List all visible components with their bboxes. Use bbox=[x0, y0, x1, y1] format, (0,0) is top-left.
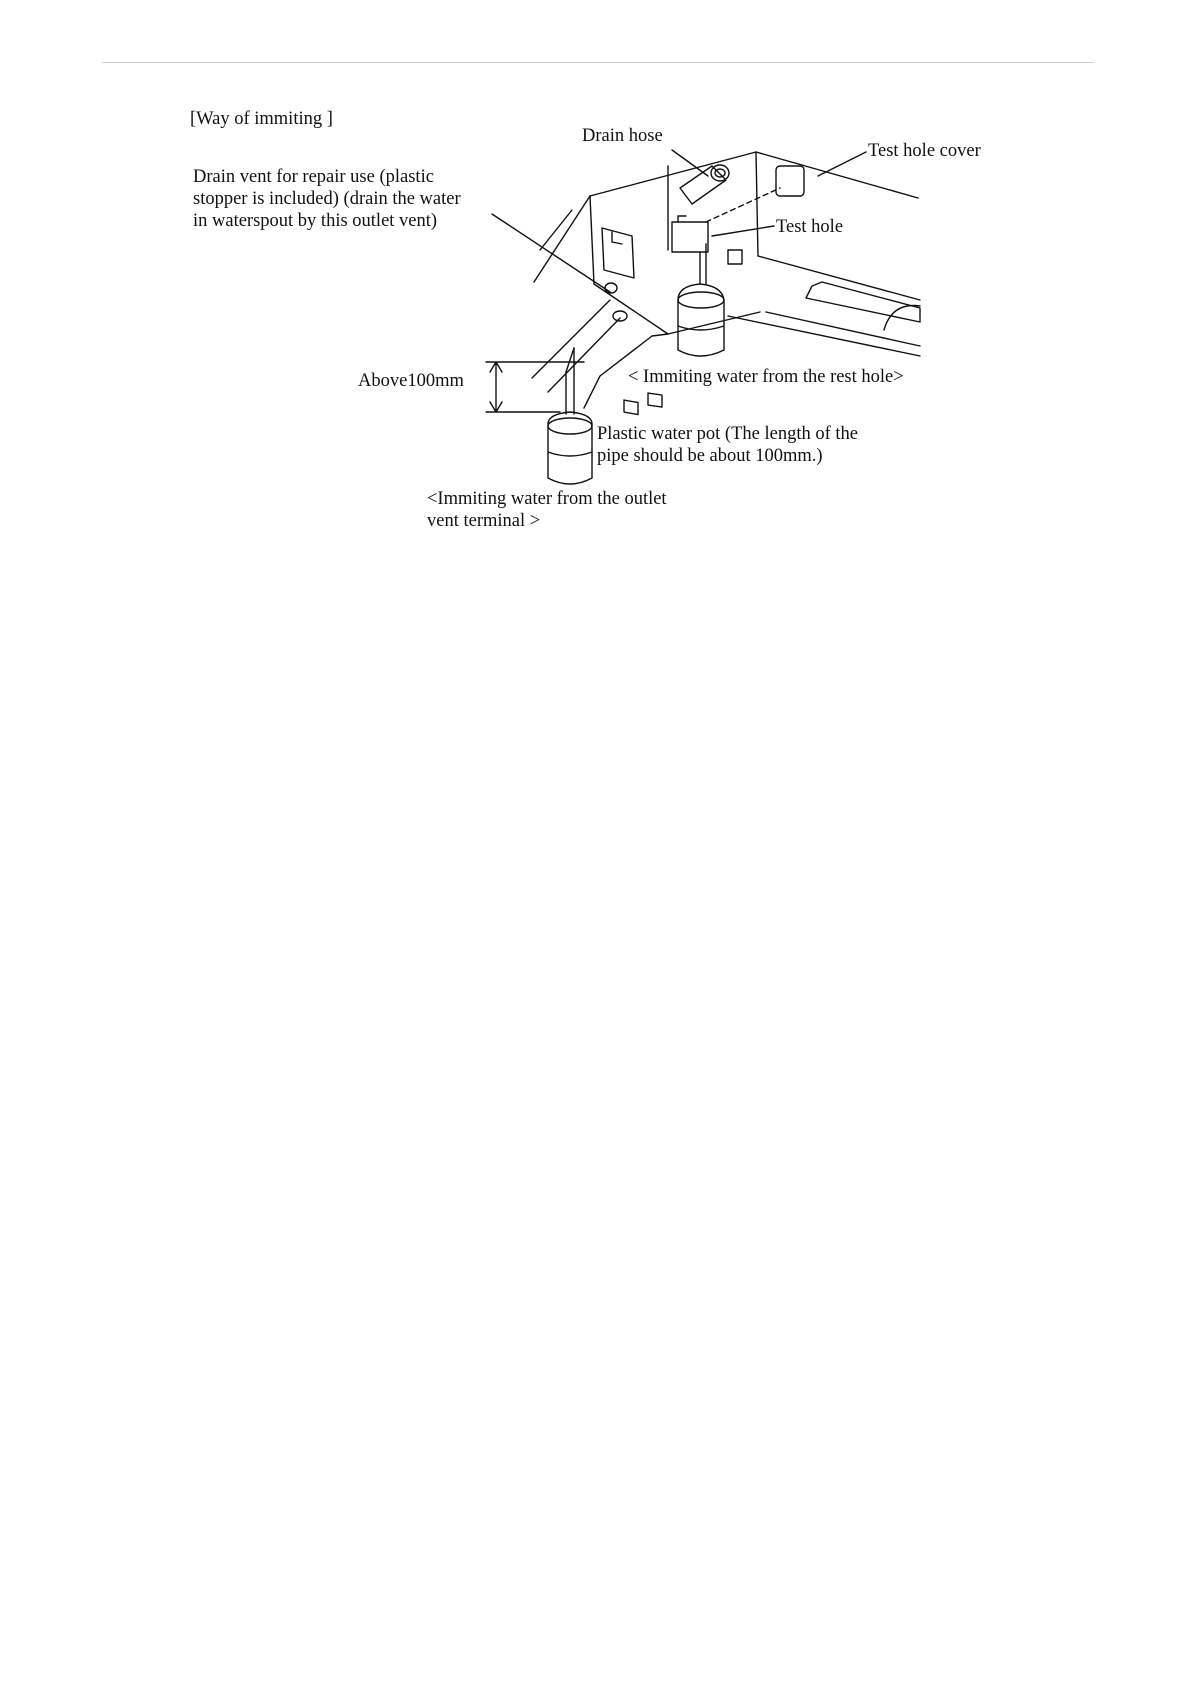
label-drain-vent bbox=[193, 166, 461, 232]
caption-rest-hole: < Immiting water from the rest hole> bbox=[628, 367, 904, 387]
square-3 bbox=[728, 250, 742, 264]
frame-lower-1 bbox=[532, 300, 610, 378]
caption-outlet-line: <Immiting water from the outlet bbox=[427, 489, 667, 509]
label-water-pot bbox=[597, 423, 858, 467]
bracket-hook bbox=[612, 232, 622, 244]
unit-vertical-front-edge bbox=[590, 196, 668, 334]
section-title: [Way of immiting ] bbox=[190, 109, 333, 129]
drain-hose-end bbox=[711, 165, 729, 181]
immiting-diagram bbox=[0, 0, 1191, 560]
frame-lower-4 bbox=[652, 312, 760, 336]
drain-vent-port-2 bbox=[613, 311, 627, 321]
louver bbox=[806, 282, 920, 322]
pot-lower bbox=[548, 412, 592, 484]
label-test-hole-cover: Test hole cover bbox=[868, 141, 981, 161]
unit-panel-vertical bbox=[756, 152, 758, 256]
label-drain-hose: Drain hose bbox=[582, 126, 663, 146]
label-water-pot-line: Plastic water pot (The length of the bbox=[597, 424, 858, 444]
square-1 bbox=[624, 400, 638, 414]
dashed-guide bbox=[706, 188, 780, 222]
drain-vent-port bbox=[605, 283, 617, 293]
label-drain-vent-line: Drain vent for repair use (plastic bbox=[193, 167, 434, 187]
label-test-hole: Test hole bbox=[776, 217, 844, 237]
caption-outlet bbox=[427, 488, 667, 532]
label-water-pot-line: pipe should be about 100mm.) bbox=[597, 446, 823, 466]
unit-inner-right bbox=[758, 256, 920, 300]
label-above-distance: Above100mm bbox=[358, 371, 464, 391]
frame-lower-2 bbox=[548, 318, 620, 392]
test-hole-cover bbox=[776, 166, 804, 196]
leader-test-hole bbox=[712, 226, 774, 236]
unit-inner-bottom bbox=[728, 316, 920, 356]
bracket bbox=[602, 228, 634, 278]
leader-drain-hose bbox=[672, 150, 708, 176]
test-hole-box bbox=[672, 222, 708, 252]
caption-outlet-line: vent terminal > bbox=[427, 511, 541, 531]
unit-left-corner-edge bbox=[534, 196, 590, 282]
leader-test-hole-cover bbox=[818, 152, 866, 176]
unit-drawing bbox=[0, 0, 1191, 560]
label-drain-vent-line: in waterspout by this outlet vent) bbox=[193, 211, 438, 231]
square-2 bbox=[648, 393, 662, 407]
label-drain-vent-line: stopper is included) (drain the water bbox=[193, 189, 461, 209]
